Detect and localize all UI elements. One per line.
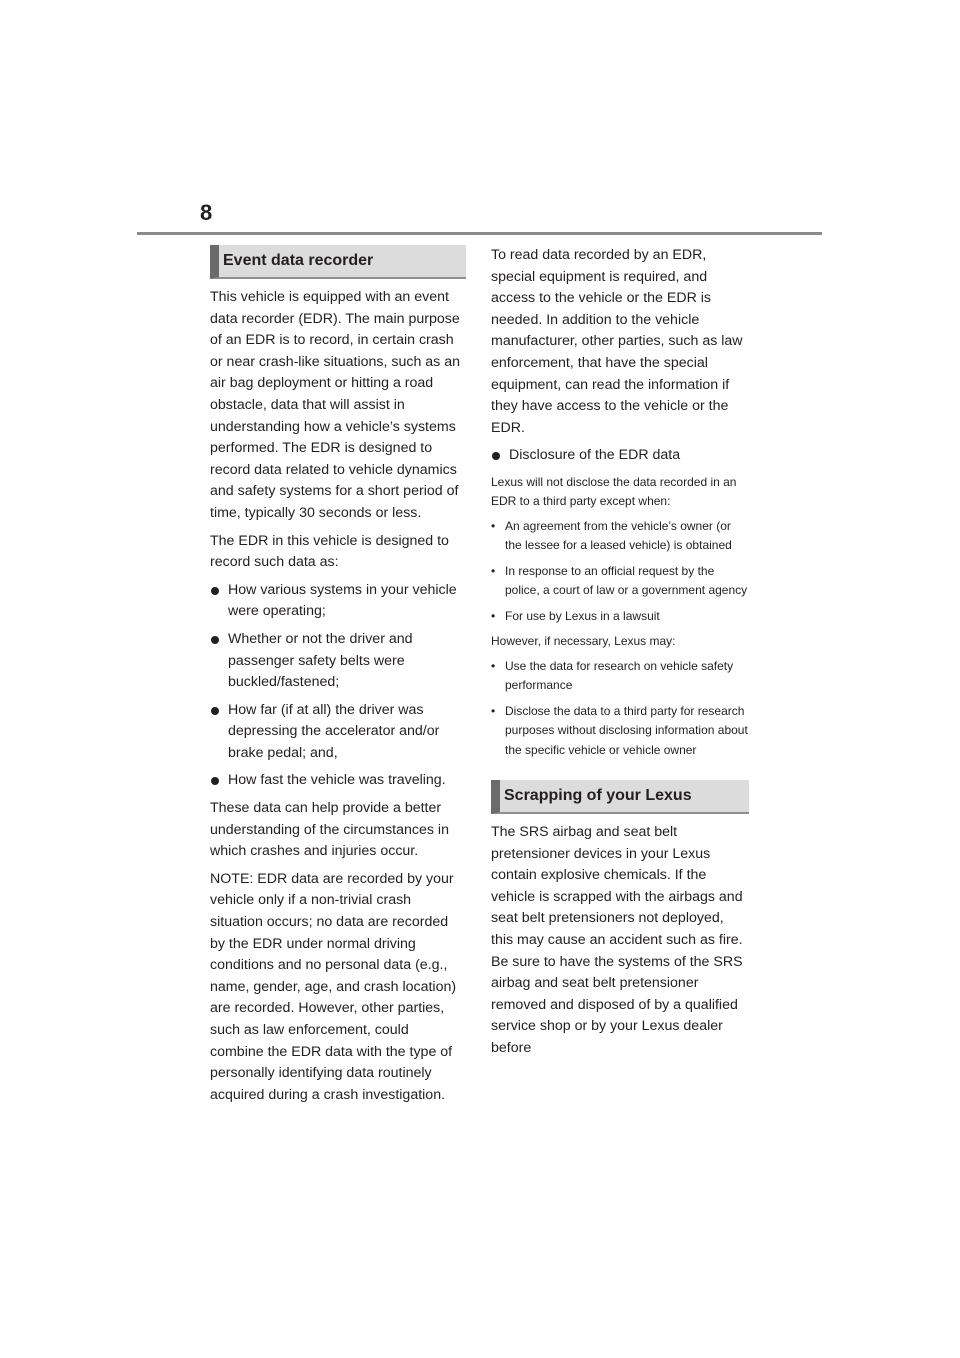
small-bullet-icon: •: [491, 608, 496, 623]
edr-read-text: To read data recorded by an EDR, special equipment is required, and access to the vehicle or the EDR is needed. In addition to the vehicle manufacturer, other parties, such as law enforcement, that have the special equipment, can read the information if they have access to the vehicle or the EDR.: [491, 247, 743, 436]
scrap-body: The SRS airbag and seat belt pretensioner devices in your Lexus contain explosive chemicals. If the vehicle is scrapped with the airbags and seat belt pretensioners not deployed, this may cause an accident such as fire. Be sure to have the systems of the SRS airbag and seat belt pretensioner removed and disposed of by a qualified service shop or by your Lexus dealer before: [491, 824, 743, 1056]
record-item: [210, 700, 466, 765]
page-number: 8: [200, 200, 213, 225]
small-bullet-icon: •: [491, 563, 496, 578]
disclosure-heading-text: Disclosure of the EDR data: [509, 447, 681, 464]
record-item-text: Whether or not the driver and passenger safety belts were buckled/fastened;: [228, 630, 413, 691]
disclosure-item-text: For use by Lexus in a lawsuit: [505, 608, 660, 623]
disclosure-item: [491, 517, 749, 556]
disclosure-item-text: An agreement from the vehicle’s owner (or the lessee for a leased vehicle) is obtained: [505, 518, 732, 553]
scrap-section-header: [491, 780, 749, 814]
edr-section-title: Event data recorder: [223, 252, 374, 269]
record-item: [210, 629, 466, 694]
however-text: However, if necessary, Lexus may:: [491, 633, 676, 648]
disclosure-heading: [491, 445, 749, 467]
record-item-text: How far (if at all) the driver was depressing the accelerator and/or brake pedal; and,: [228, 701, 440, 761]
bullet-dot-icon: [211, 636, 219, 644]
edr-section-header: [210, 245, 466, 279]
record-item: [210, 770, 466, 792]
bullet-dot-icon: [211, 777, 219, 785]
edr-record-intro: The EDR in this vehicle is designed to record such data as:: [210, 532, 449, 571]
bullet-dot-icon: [492, 452, 500, 460]
disclosure-intro: Lexus will not disclose the data recorded in an EDR to a third party except when:: [491, 474, 737, 508]
disclosure-item-text: In response to an official request by the police, a court of law or a government agency: [505, 563, 748, 598]
disclosure-item: [491, 607, 749, 626]
edr-help-text: These data can help provide a better understanding of the circumstances in which crashes and injuries occur.: [210, 800, 449, 860]
top-rule: [137, 232, 822, 235]
may-item: [491, 702, 749, 760]
record-item-text: How various systems in your vehicle were operating;: [228, 581, 457, 620]
edr-intro: This vehicle is equipped with an event data recorder (EDR). The main purpose of an EDR is to record, in certain crash or near crash-like situations, such as an air bag deployment or hitting a road obstacle, data that will assist in understanding how a vehicle’s systems performed. The EDR is designed to record data related to vehicle dynamics and safety systems for a short period of time, typically 30 seconds or less.: [210, 289, 460, 521]
small-bullet-icon: •: [491, 658, 496, 673]
record-item-text: How fast the vehicle was traveling.: [228, 772, 446, 789]
may-item-text: Use the data for research on vehicle safety performance: [505, 658, 734, 693]
edr-note: NOTE: EDR data are recorded by your vehicle only if a non-trivial crash situation occurs; no data are recorded by the EDR under normal driving conditions and no personal data (e.g., name, gender, age, and crash location) are recorded. However, other parties, such as law enforcement, could combine the EDR data with the type of personally identifying data routinely acquired during a crash investigation.: [210, 870, 457, 1103]
section-spacer: [491, 766, 749, 780]
bullet-dot-icon: [211, 587, 219, 595]
small-bullet-icon: •: [491, 518, 496, 533]
disclosure-item: [491, 562, 749, 601]
record-item: [210, 580, 466, 623]
left-column: [210, 245, 466, 1112]
small-bullet-icon: •: [491, 703, 496, 718]
scrap-section-title: Scrapping of your Lexus: [504, 787, 692, 804]
bullet-dot-icon: [211, 707, 219, 715]
may-item-text: Disclose the data to a third party for research purposes without disclosing information about the specific vehicle or vehicle owner: [505, 703, 748, 757]
right-column: [491, 245, 749, 1066]
may-item: [491, 657, 749, 696]
